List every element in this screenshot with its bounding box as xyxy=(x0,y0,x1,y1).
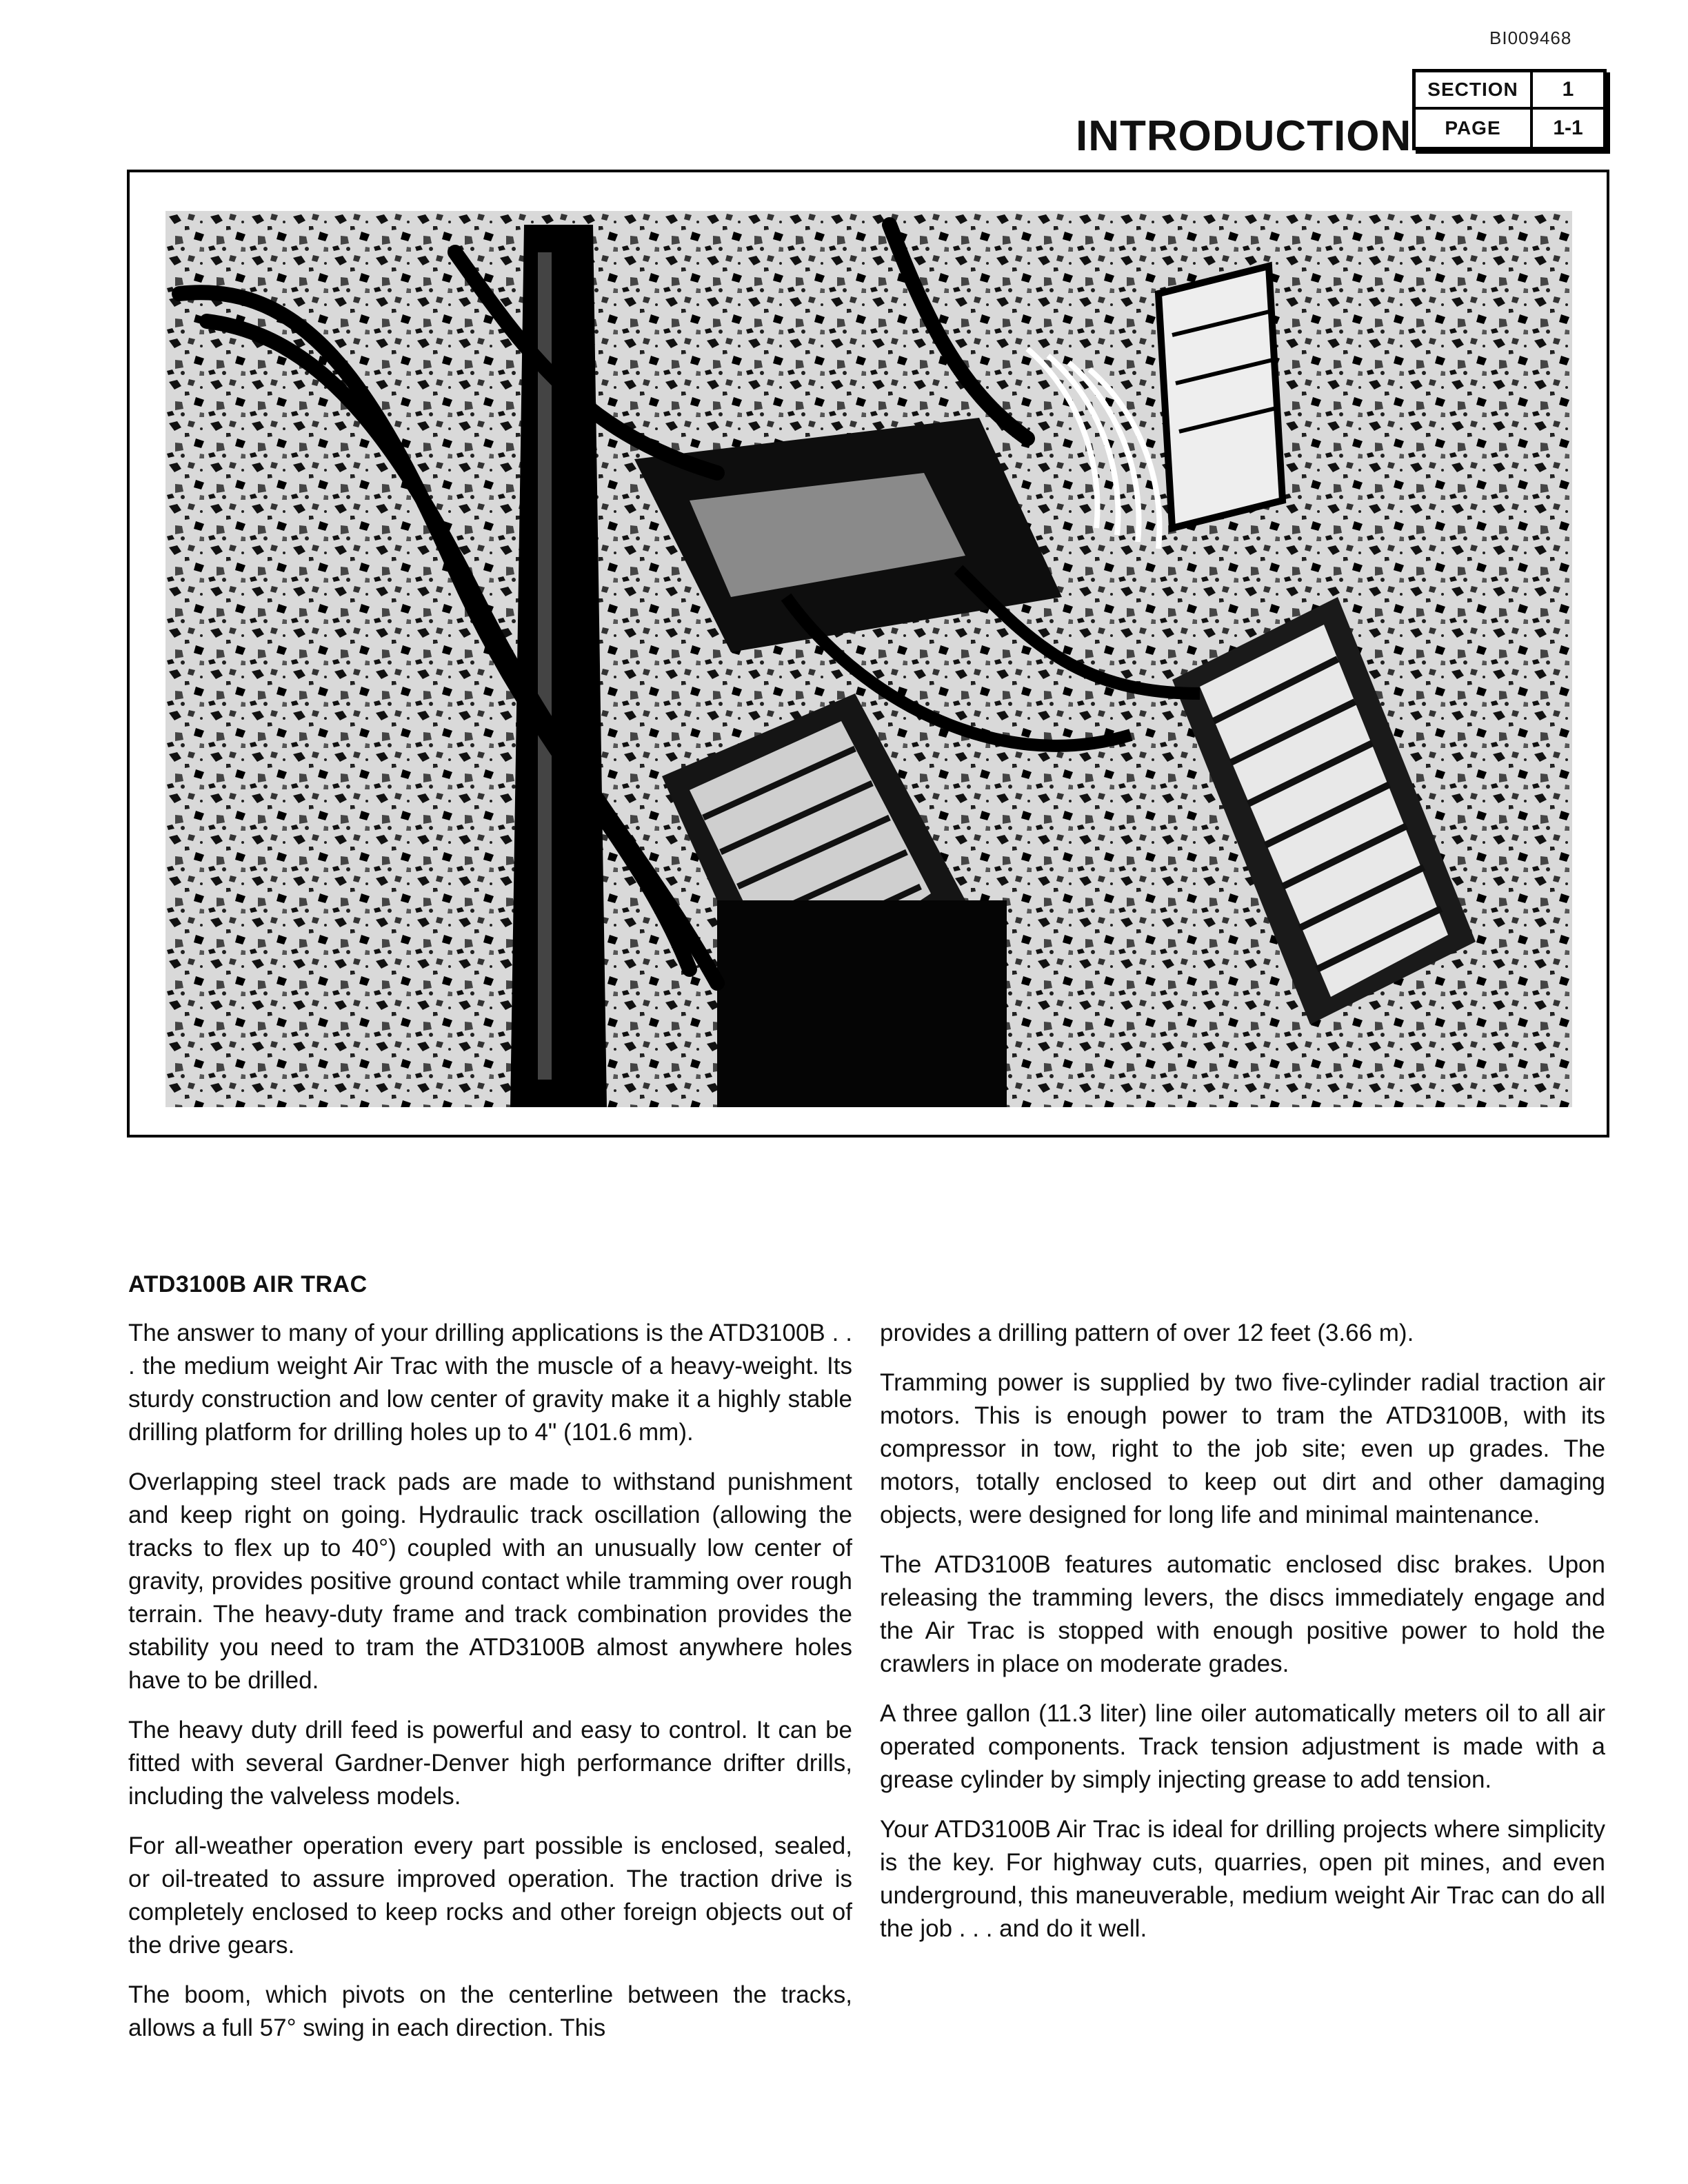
right-column xyxy=(880,1317,1605,1962)
document-id: BI009468 xyxy=(1489,28,1572,48)
article-heading: ATD3100B AIR TRAC xyxy=(128,1271,368,1297)
paragraph: Your ATD3100B Air Trac is ideal for drilling projects where simplicity is the key. For highway cuts, quarries, open pit mines, and even underground, this maneuverable, medium weight Air Trac can do all the job . . . and do it well. xyxy=(880,1816,1605,1942)
paragraph: A three gallon (11.3 liter) line oiler automatically meters oil to all air operated components. Track tension adjustment is made with a grease cylinder by simply injecting grease to add tension. xyxy=(880,1700,1605,1793)
paragraph: provides a drilling pattern of over 12 feet (3.66 m). xyxy=(880,1320,1414,1346)
section-page-table xyxy=(1412,69,1607,150)
paragraph: The answer to many of your drilling applications is the ATD3100B . . . the medium weight Air Trac with the muscle of a heavy-weight. Its sturdy construction and low center of gravity make it a highly stable drilling platform for drilling holes up to 4" (101.6 mm). xyxy=(128,1320,852,1446)
paragraph: The ATD3100B features automatic enclosed disc brakes. Upon releasing the tramming levers, the discs immediately engage and the Air Trac is stopped with enough positive power to hold the crawlers in place on moderate grades. xyxy=(880,1551,1605,1677)
paragraph: Overlapping steel track pads are made to withstand punishment and keep right on going. Hydraulic track oscillation (allowing the tracks to flex up to 40°) coupled with an unusually low center of gravity, provides positive ground contact while tramming over rough terrain. The heavy-duty frame and track combination provides the stability you need to tram the ATD3100B almost anywhere holes have to be drilled. xyxy=(128,1468,852,1694)
paragraph: Tramming power is supplied by two five-cylinder radial traction air motors. This is enough power to tram the ATD3100B, with its compressor in tow, right to the job site; even up grades. The motors, totally enclosed to keep out dirt and other damaging objects, were designed for long life and minimal maintenance. xyxy=(880,1369,1605,1528)
page-label: PAGE xyxy=(1416,110,1533,147)
left-column xyxy=(128,1317,852,2061)
paragraph: For all-weather operation every part possible is enclosed, sealed, or oil-treated to assure improved operation. The traction drive is completely enclosed to keep rocks and other foreign objects out of the drive gears. xyxy=(128,1832,852,1959)
paragraph: The heavy duty drill feed is powerful and easy to control. It can be fitted with several Gardner-Denver high performance drifter drills, including the valveless models. xyxy=(128,1717,852,1810)
section-value: 1 xyxy=(1533,72,1603,110)
air-trac-drill-photo xyxy=(165,211,1572,1107)
page-value: 1-1 xyxy=(1553,117,1583,139)
page-title: INTRODUCTION xyxy=(1076,112,1412,160)
photo-frame xyxy=(127,170,1609,1138)
section-label: SECTION xyxy=(1416,72,1533,110)
paragraph: The boom, which pivots on the centerline between the tracks, allows a full 57° swing in each direction. This xyxy=(128,1981,852,2041)
